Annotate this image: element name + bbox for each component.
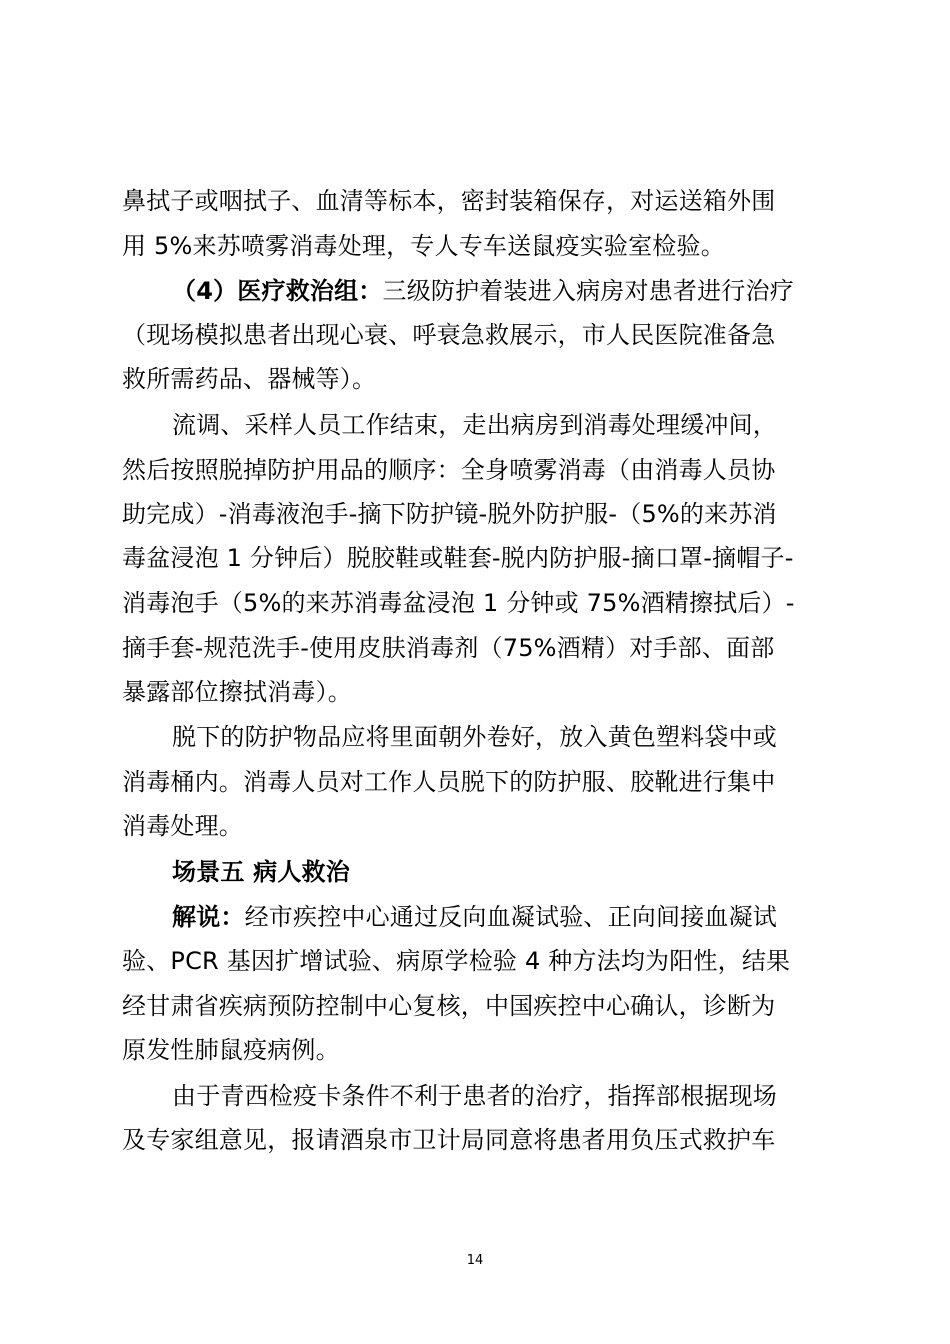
body-line: 助完成）-消毒液泡手-摘下防护镜-脱外防护服-（5%的来苏消 (122, 500, 777, 528)
body-line: 消毒桶内。消毒人员对工作人员脱下的防护服、胶靴进行集中 (122, 768, 776, 796)
body-line: （现场模拟患者出现心衰、呼衰急救展示，市人民医院准备急 (122, 321, 776, 349)
paragraph-line (172, 276, 794, 306)
page-number: 14 (466, 1253, 484, 1268)
body-text: 经市疾控中心通过反向血凝试验、正向间接血凝试 (244, 903, 778, 931)
body-line: 救所需药品、器械等）。 (122, 365, 377, 393)
body-line: 摘手套-规范洗手-使用皮肤消毒剂（75%酒精）对手部、面部 (122, 634, 775, 662)
body-line: 然后按照脱掉防护用品的顺序：全身喷雾消毒（由消毒人员协 (122, 456, 776, 484)
body-line: 消毒处理。 (122, 812, 243, 840)
commentary-label: 解说： (172, 903, 245, 931)
body-line: 及专家组意见，报请酒泉市卫计局同意将患者用负压式救护车 (122, 1126, 776, 1154)
body-line: 用 5%来苏喷雾消毒处理，专人专车送鼠疫实验室检验。 (122, 232, 725, 260)
body-line: 流调、采样人员工作结束，走出病房到消毒处理缓冲间， (172, 411, 777, 439)
body-line: 毒盆浸泡 1 分钟后）脱胶鞋或鞋套-脱内防护服-摘口罩-摘帽子- (122, 544, 794, 572)
body-line: 原发性肺鼠疫病例。 (122, 1036, 340, 1064)
body-line: 验、PCR 基因扩增试验、病原学检验 4 种方法均为阳性，结果 (122, 947, 791, 975)
body-line: 脱下的防护物品应将里面朝外卷好，放入黄色塑料袋中或 (172, 723, 777, 751)
scene-heading: 场景五 病人救治 (172, 858, 350, 886)
body-line: 经甘肃省疾病预防控制中心复核，中国疾控中心确认，诊断为 (122, 992, 776, 1020)
body-line: 由于青西检疫卡条件不利于患者的治疗，指挥部根据现场 (172, 1082, 777, 1110)
body-line: 消毒泡手（5%的来苏消毒盆浸泡 1 分钟或 75%酒精擦拭后）- (122, 589, 795, 617)
body-line: 暴露部位擦拭消毒）。 (122, 678, 352, 706)
section-heading-medical-treatment: （4）医疗救治组： (172, 277, 383, 305)
body-text: 三级防护着装进入病房对患者进行治疗 (382, 277, 794, 305)
body-line: 鼻拭子或咽拭子、血清等标本，密封装箱保存，对运送箱外围 (122, 187, 776, 215)
paragraph-line (172, 902, 777, 932)
